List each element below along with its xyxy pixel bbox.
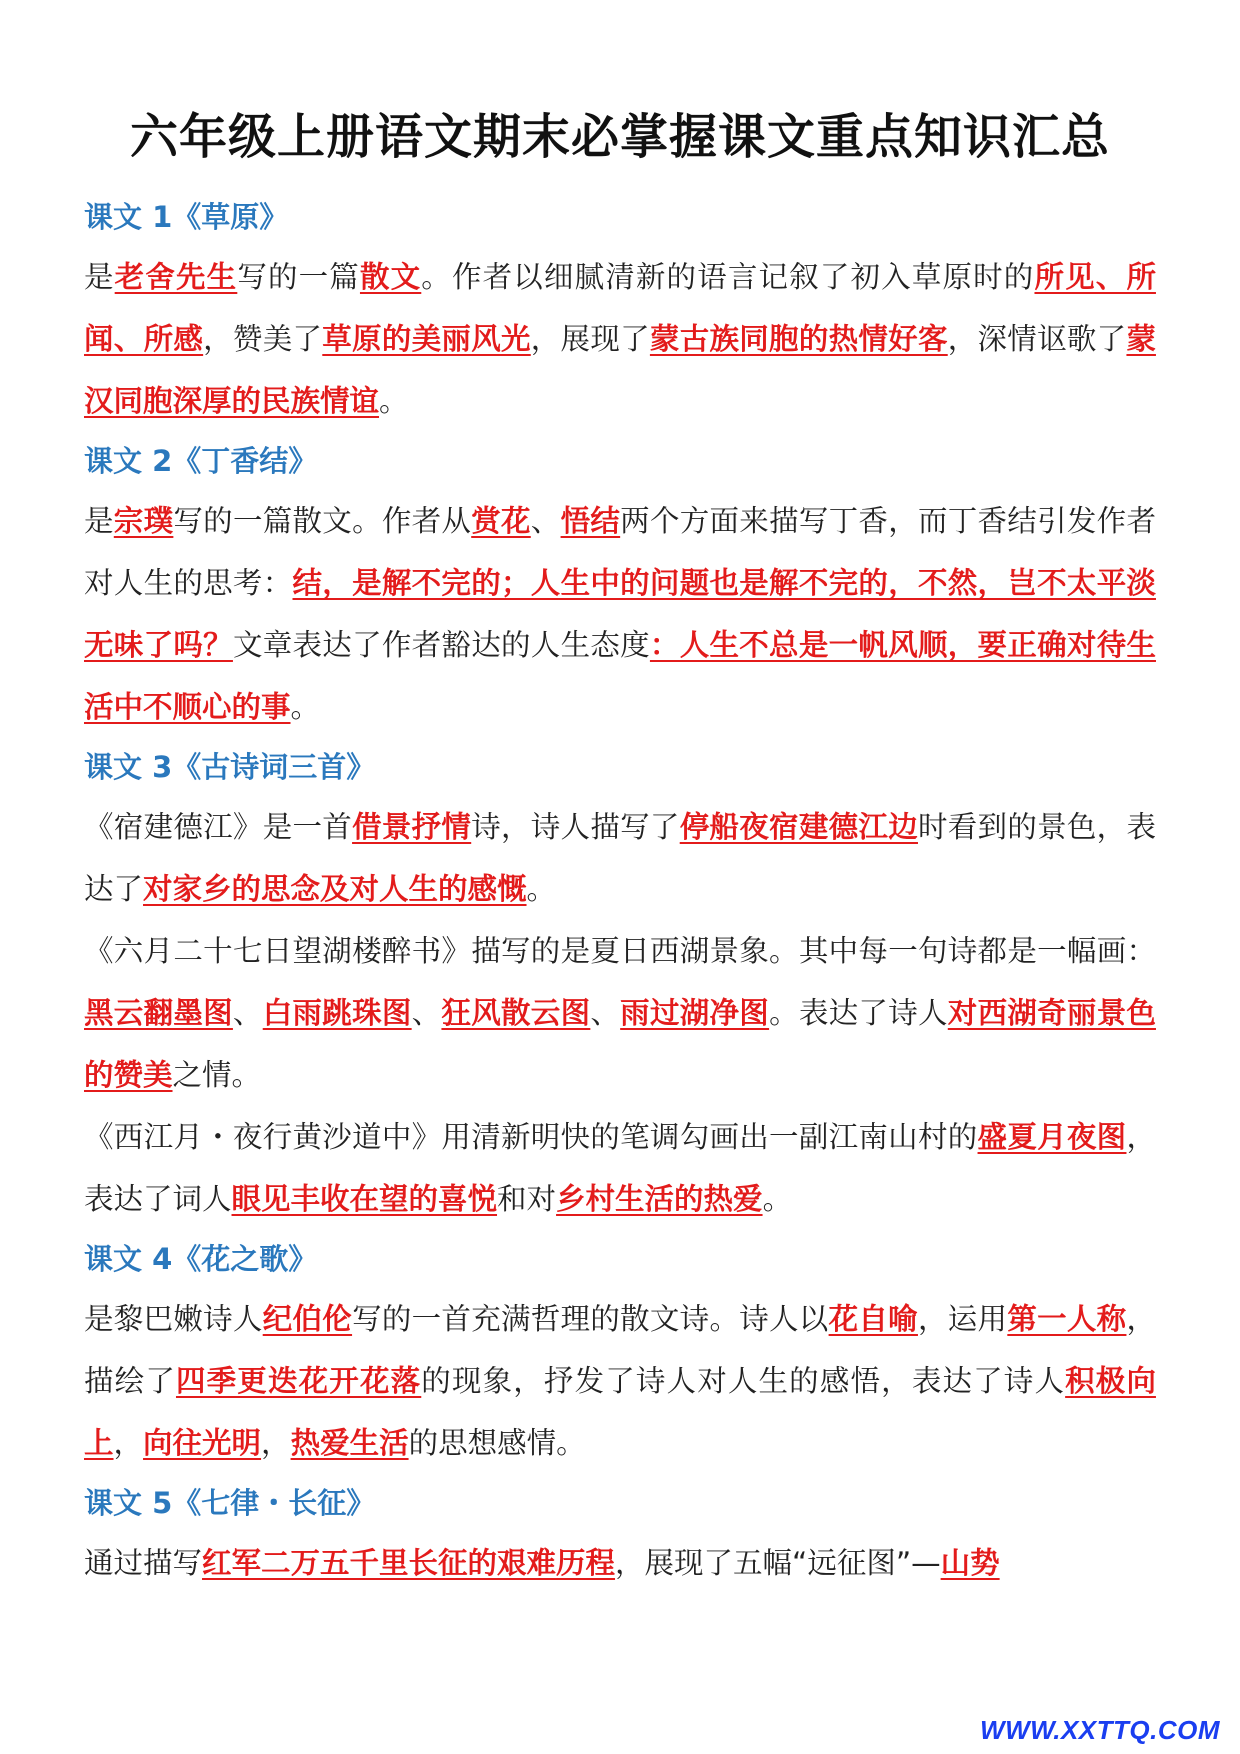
key-point: ：人生不总是一帆风顺，要正确对待生活中不顺心的事 <box>84 628 1156 724</box>
body-text: 。 <box>379 384 409 418</box>
key-point: 结，是解不完的；人生中的问题也是解不完的，不然，岂不太平淡无味了吗？ <box>84 566 1156 662</box>
key-point: 草原的美丽风光 <box>322 322 531 356</box>
body-text: 的思想感情。 <box>408 1426 586 1460</box>
body-text: 是黎巴嫩诗人 <box>84 1302 263 1336</box>
lesson-paragraph <box>84 1288 1156 1474</box>
body-text: 、 <box>411 996 442 1030</box>
lesson-paragraph <box>84 1106 1156 1230</box>
body-text: 写的一篇散文。作者从 <box>173 504 472 538</box>
key-point: 对西湖奇丽景色的赞美 <box>84 996 1156 1092</box>
key-point: 散文 <box>359 260 422 294</box>
site-watermark: WWW.XXTTQ.COM <box>980 1715 1220 1745</box>
lesson-heading: 课文 1《草原》 <box>84 200 289 234</box>
body-text: ，赞美了 <box>203 322 323 356</box>
key-point: 赏花 <box>471 504 531 538</box>
body-text: 《西江月・夜行黄沙道中》用清新明快的笔调勾画出一副江南山村的 <box>84 1120 978 1154</box>
key-point: 老舍先生 <box>114 260 238 294</box>
lesson-heading: 课文 5《七律・长征》 <box>84 1486 376 1520</box>
page-title: 六年级上册语文期末必掌握课文重点知识汇总 <box>129 109 1110 165</box>
key-point: 红军二万五千里长征的艰难历程 <box>202 1546 616 1580</box>
body-text: 是 <box>84 504 114 538</box>
key-point: 蒙古族同胞的热情好客 <box>649 322 948 356</box>
key-point: 盛夏月夜图 <box>977 1120 1127 1154</box>
key-point: 热爱生活 <box>290 1426 409 1460</box>
key-point: 花自喻 <box>828 1302 918 1336</box>
body-text: 写的一首充满哲理的散文诗。诗人以 <box>352 1302 829 1336</box>
key-point: 所见、所闻、所感 <box>84 260 1156 356</box>
key-point: 眼见丰收在望的喜悦 <box>231 1182 498 1216</box>
body-text: 时看到的景色，表达了 <box>84 810 1156 906</box>
lesson-paragraph <box>84 1532 1156 1594</box>
body-text: ，展现了五幅“远征图”— <box>615 1546 941 1580</box>
key-point: 积极向上 <box>84 1364 1156 1460</box>
lesson-paragraph <box>84 920 1156 1106</box>
body-text: 通过描写 <box>84 1546 203 1580</box>
key-point: 纪伯伦 <box>262 1302 353 1336</box>
body-text: 写的一篇 <box>237 260 360 294</box>
key-point: 四季更迭花开花落 <box>175 1364 422 1398</box>
body-text: 《宿建德江》是一首 <box>84 810 353 844</box>
key-point: 雨过湖净图 <box>620 996 770 1030</box>
lesson-paragraph <box>84 490 1156 738</box>
key-point: 狂风散云图 <box>441 996 591 1030</box>
key-point: 宗璞 <box>113 504 174 538</box>
body-text: 文章表达了作者豁达的人生态度 <box>232 628 650 662</box>
body-text: ，展现了 <box>530 322 650 356</box>
body-text: 两个方面来描写丁香，而丁香结引发作者对人生的思考： <box>84 504 1156 600</box>
body-text: 是 <box>84 260 115 294</box>
body-text: 、 <box>590 996 621 1030</box>
lesson-paragraph <box>84 246 1156 432</box>
key-point: 蒙汉同胞深厚的民族情谊 <box>84 322 1156 418</box>
body-text: 之情。 <box>172 1058 262 1092</box>
key-point: 白雨跳珠图 <box>262 996 412 1030</box>
body-text: ，运用 <box>917 1302 1008 1336</box>
key-point: 停船夜宿建德江边 <box>679 810 918 844</box>
body-text: 。作者以细腻清新的语言记叙了初入草原时的 <box>421 260 1035 294</box>
body-text: 。 <box>762 1182 793 1216</box>
key-point: 乡村生活的热爱 <box>556 1182 763 1216</box>
body-text: 、 <box>232 996 263 1030</box>
body-text: 的现象，抒发了诗人对人生的感悟，表达了诗人 <box>421 1364 1066 1398</box>
body-text: ，深情讴歌了 <box>947 322 1127 356</box>
body-text: 诗，诗人描写了 <box>471 810 680 844</box>
body-text: 《六月二十七日望湖楼醉书》描写的是夏日西湖景象。其中每一句诗都是一幅画： <box>84 934 1156 968</box>
body-text: 。表达了诗人 <box>769 996 948 1030</box>
key-point: 悟结 <box>560 504 621 538</box>
lesson-heading: 课文 2《丁香结》 <box>84 444 318 478</box>
key-point: 向往光明 <box>143 1426 262 1460</box>
key-point: 黑云翻墨图 <box>84 996 233 1030</box>
lesson-paragraph <box>84 796 1156 920</box>
body-text: ，表达了词人 <box>84 1120 1156 1216</box>
lesson-heading: 课文 3《古诗词三首》 <box>84 750 376 784</box>
lesson-heading: 课文 4《花之歌》 <box>84 1242 318 1276</box>
key-point: 第一人称 <box>1007 1302 1127 1336</box>
key-point: 对家乡的思念及对人生的感慨 <box>143 872 527 906</box>
body-text: 。 <box>290 690 321 724</box>
key-point: 借景抒情 <box>352 810 472 844</box>
body-text: 、 <box>530 504 561 538</box>
body-text: 。 <box>526 872 557 906</box>
key-point: 山势 <box>940 1546 1000 1580</box>
document-body <box>84 188 1156 1594</box>
body-text: ，描绘了 <box>84 1302 1156 1398</box>
body-text: ， <box>113 1426 144 1460</box>
body-text: 和对 <box>497 1182 557 1216</box>
body-text: ， <box>261 1426 291 1460</box>
